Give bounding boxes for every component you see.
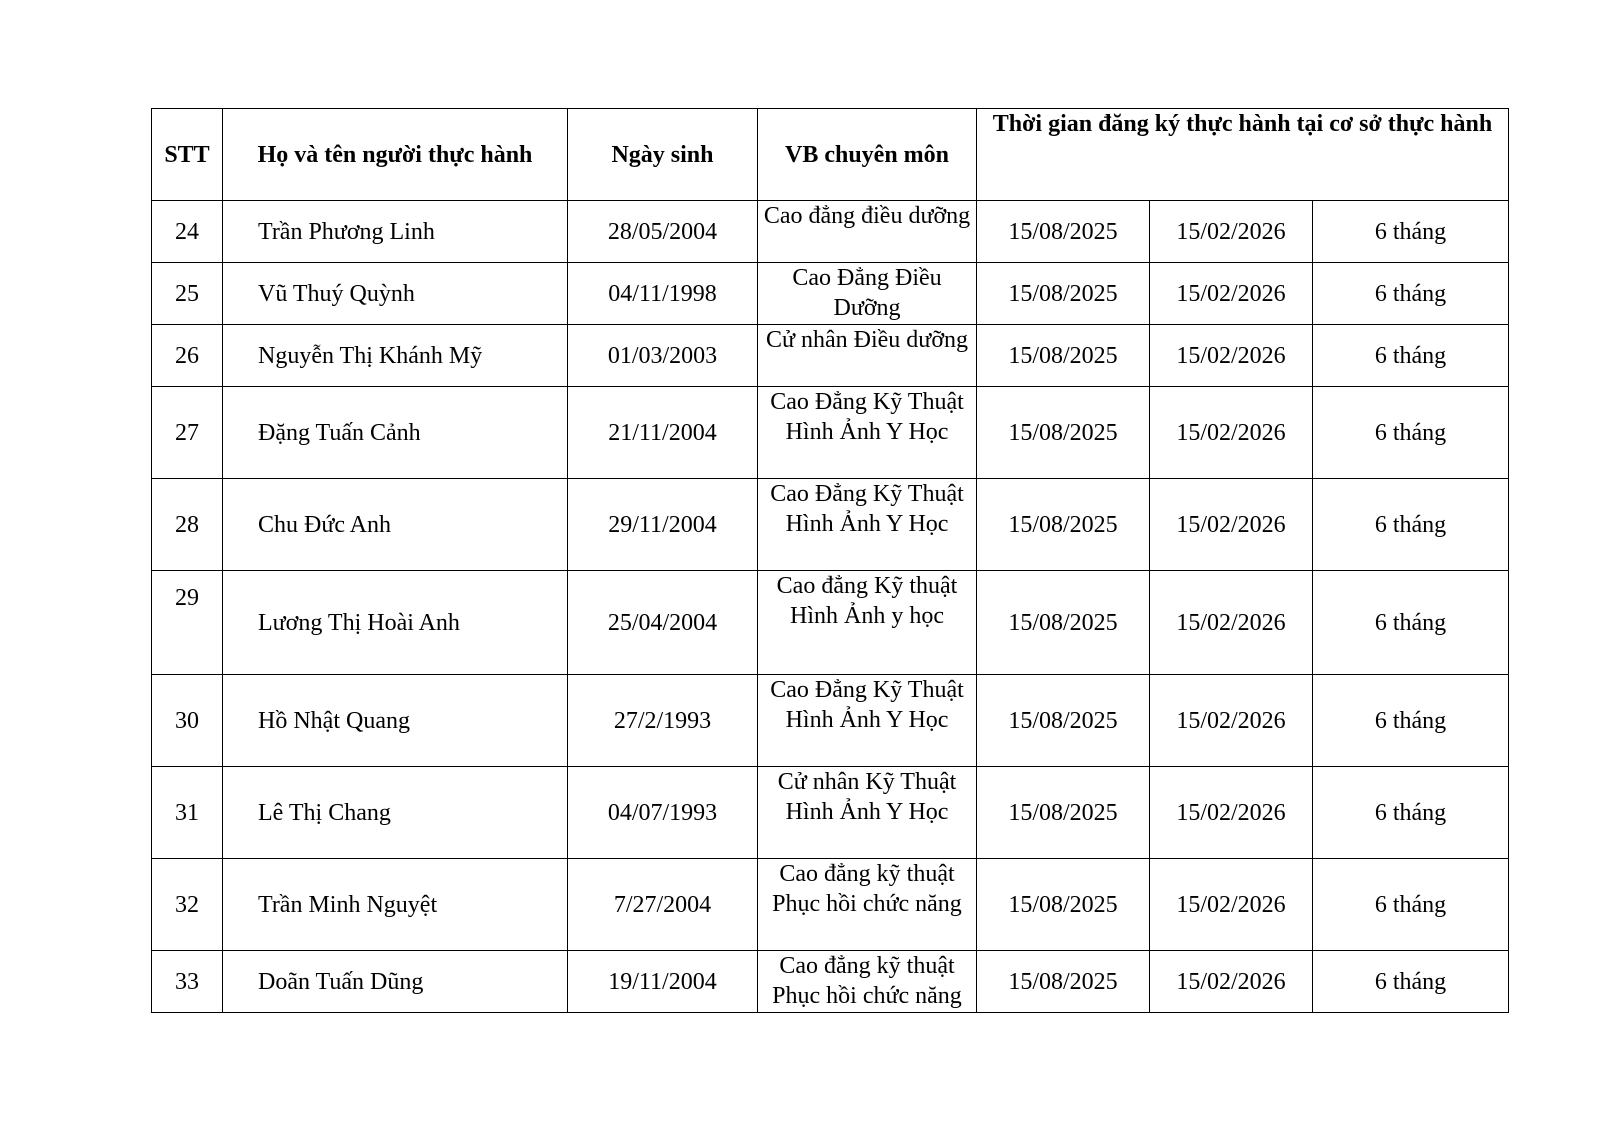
name-cell: Doãn Tuấn Dũng	[223, 951, 568, 1013]
duration-cell: 6 tháng	[1313, 201, 1509, 263]
degree-cell	[758, 675, 977, 767]
table-row	[152, 767, 1509, 859]
start-date-cell: 15/08/2025	[977, 325, 1150, 387]
dob-cell: 7/27/2004	[568, 859, 758, 951]
start-date-cell: 15/08/2025	[977, 571, 1150, 675]
dob-cell: 29/11/2004	[568, 479, 758, 571]
name-cell: Lê Thị Chang	[223, 767, 568, 859]
stt-cell: 29	[152, 571, 223, 675]
duration-cell: 6 tháng	[1313, 479, 1509, 571]
end-date-cell: 15/02/2026	[1150, 201, 1313, 263]
header-practice-time: Thời gian đăng ký thực hành tại cơ sở thực hành	[977, 109, 1509, 201]
duration-cell: 6 tháng	[1313, 325, 1509, 387]
end-date-cell: 15/02/2026	[1150, 951, 1313, 1013]
dob-cell: 04/11/1998	[568, 263, 758, 325]
end-date-cell: 15/02/2026	[1150, 571, 1313, 675]
start-date-cell: 15/08/2025	[977, 859, 1150, 951]
end-date-cell: 15/02/2026	[1150, 767, 1313, 859]
degree-cell	[758, 387, 977, 479]
table-row	[152, 387, 1509, 479]
name-cell: Nguyễn Thị Khánh Mỹ	[223, 325, 568, 387]
start-date-cell: 15/08/2025	[977, 767, 1150, 859]
header-row	[152, 109, 1509, 201]
degree-cell	[758, 859, 977, 951]
degree-text: Cao đẳng kỹ thuật Phục hồi chức năng	[772, 953, 962, 1009]
degree-text: Cử nhân Điều dưỡng	[765, 327, 969, 353]
end-date-cell: 15/02/2026	[1150, 859, 1313, 951]
duration-cell: 6 tháng	[1313, 859, 1509, 951]
start-date-cell: 15/08/2025	[977, 675, 1150, 767]
stt-cell: 24	[152, 201, 223, 263]
degree-text: Cao Đẳng Điều Dưỡng	[792, 265, 942, 321]
header-name: Họ và tên người thực hành	[223, 109, 568, 201]
header-stt: STT	[152, 109, 223, 201]
stt-cell: 31	[152, 767, 223, 859]
dob-cell: 25/04/2004	[568, 571, 758, 675]
end-date-cell: 15/02/2026	[1150, 263, 1313, 325]
dob-cell: 21/11/2004	[568, 387, 758, 479]
end-date-cell: 15/02/2026	[1150, 325, 1313, 387]
duration-cell: 6 tháng	[1313, 387, 1509, 479]
table-row	[152, 571, 1509, 675]
degree-text: Cử nhân Kỹ Thuật Hình Ảnh Y Học	[777, 769, 957, 825]
duration-cell: 6 tháng	[1313, 951, 1509, 1013]
name-cell: Trần Phương Linh	[223, 201, 568, 263]
degree-cell	[758, 951, 977, 1013]
degree-text: Cao đẳng Kỹ thuật Hình Ảnh y học	[776, 573, 958, 629]
degree-text: Cao Đẳng Kỹ Thuật Hình Ảnh Y Học	[770, 481, 964, 537]
degree-cell	[758, 571, 977, 675]
start-date-cell: 15/08/2025	[977, 479, 1150, 571]
end-date-cell: 15/02/2026	[1150, 675, 1313, 767]
name-cell: Đặng Tuấn Cảnh	[223, 387, 568, 479]
table-row	[152, 951, 1509, 1013]
degree-text: Cao đẳng kỹ thuật Phục hồi chức năng	[772, 861, 962, 917]
name-cell: Vũ Thuý Quỳnh	[223, 263, 568, 325]
start-date-cell: 15/08/2025	[977, 951, 1150, 1013]
table-row	[152, 201, 1509, 263]
end-date-cell: 15/02/2026	[1150, 479, 1313, 571]
degree-cell	[758, 263, 977, 325]
stt-cell: 27	[152, 387, 223, 479]
dob-cell: 19/11/2004	[568, 951, 758, 1013]
degree-text: Cao Đẳng Kỹ Thuật Hình Ảnh Y Học	[770, 389, 964, 445]
stt-cell: 33	[152, 951, 223, 1013]
stt-cell: 25	[152, 263, 223, 325]
table-row	[152, 479, 1509, 571]
stt-cell: 32	[152, 859, 223, 951]
degree-cell	[758, 479, 977, 571]
duration-cell: 6 tháng	[1313, 675, 1509, 767]
stt-cell: 30	[152, 675, 223, 767]
stt-cell: 26	[152, 325, 223, 387]
header-dob: Ngày sinh	[568, 109, 758, 201]
table-row	[152, 325, 1509, 387]
start-date-cell: 15/08/2025	[977, 201, 1150, 263]
degree-text: Cao Đẳng Kỹ Thuật Hình Ảnh Y Học	[770, 677, 964, 733]
start-date-cell: 15/08/2025	[977, 387, 1150, 479]
degree-cell	[758, 201, 977, 263]
name-cell: Lương Thị Hoài Anh	[223, 571, 568, 675]
name-cell: Trần Minh Nguyệt	[223, 859, 568, 951]
dob-cell: 28/05/2004	[568, 201, 758, 263]
table-row	[152, 263, 1509, 325]
degree-text: Cao đẳng điều dưỡng	[763, 203, 971, 229]
header-degree: VB chuyên môn	[758, 109, 977, 201]
name-cell: Chu Đức Anh	[223, 479, 568, 571]
duration-cell: 6 tháng	[1313, 571, 1509, 675]
dob-cell: 04/07/1993	[568, 767, 758, 859]
registration-table	[151, 108, 1509, 1013]
name-cell: Hồ Nhật Quang	[223, 675, 568, 767]
start-date-cell: 15/08/2025	[977, 263, 1150, 325]
dob-cell: 01/03/2003	[568, 325, 758, 387]
end-date-cell: 15/02/2026	[1150, 387, 1313, 479]
duration-cell: 6 tháng	[1313, 767, 1509, 859]
stt-cell: 28	[152, 479, 223, 571]
table-row	[152, 675, 1509, 767]
duration-cell: 6 tháng	[1313, 263, 1509, 325]
degree-cell	[758, 767, 977, 859]
table-row	[152, 859, 1509, 951]
degree-cell	[758, 325, 977, 387]
dob-cell: 27/2/1993	[568, 675, 758, 767]
